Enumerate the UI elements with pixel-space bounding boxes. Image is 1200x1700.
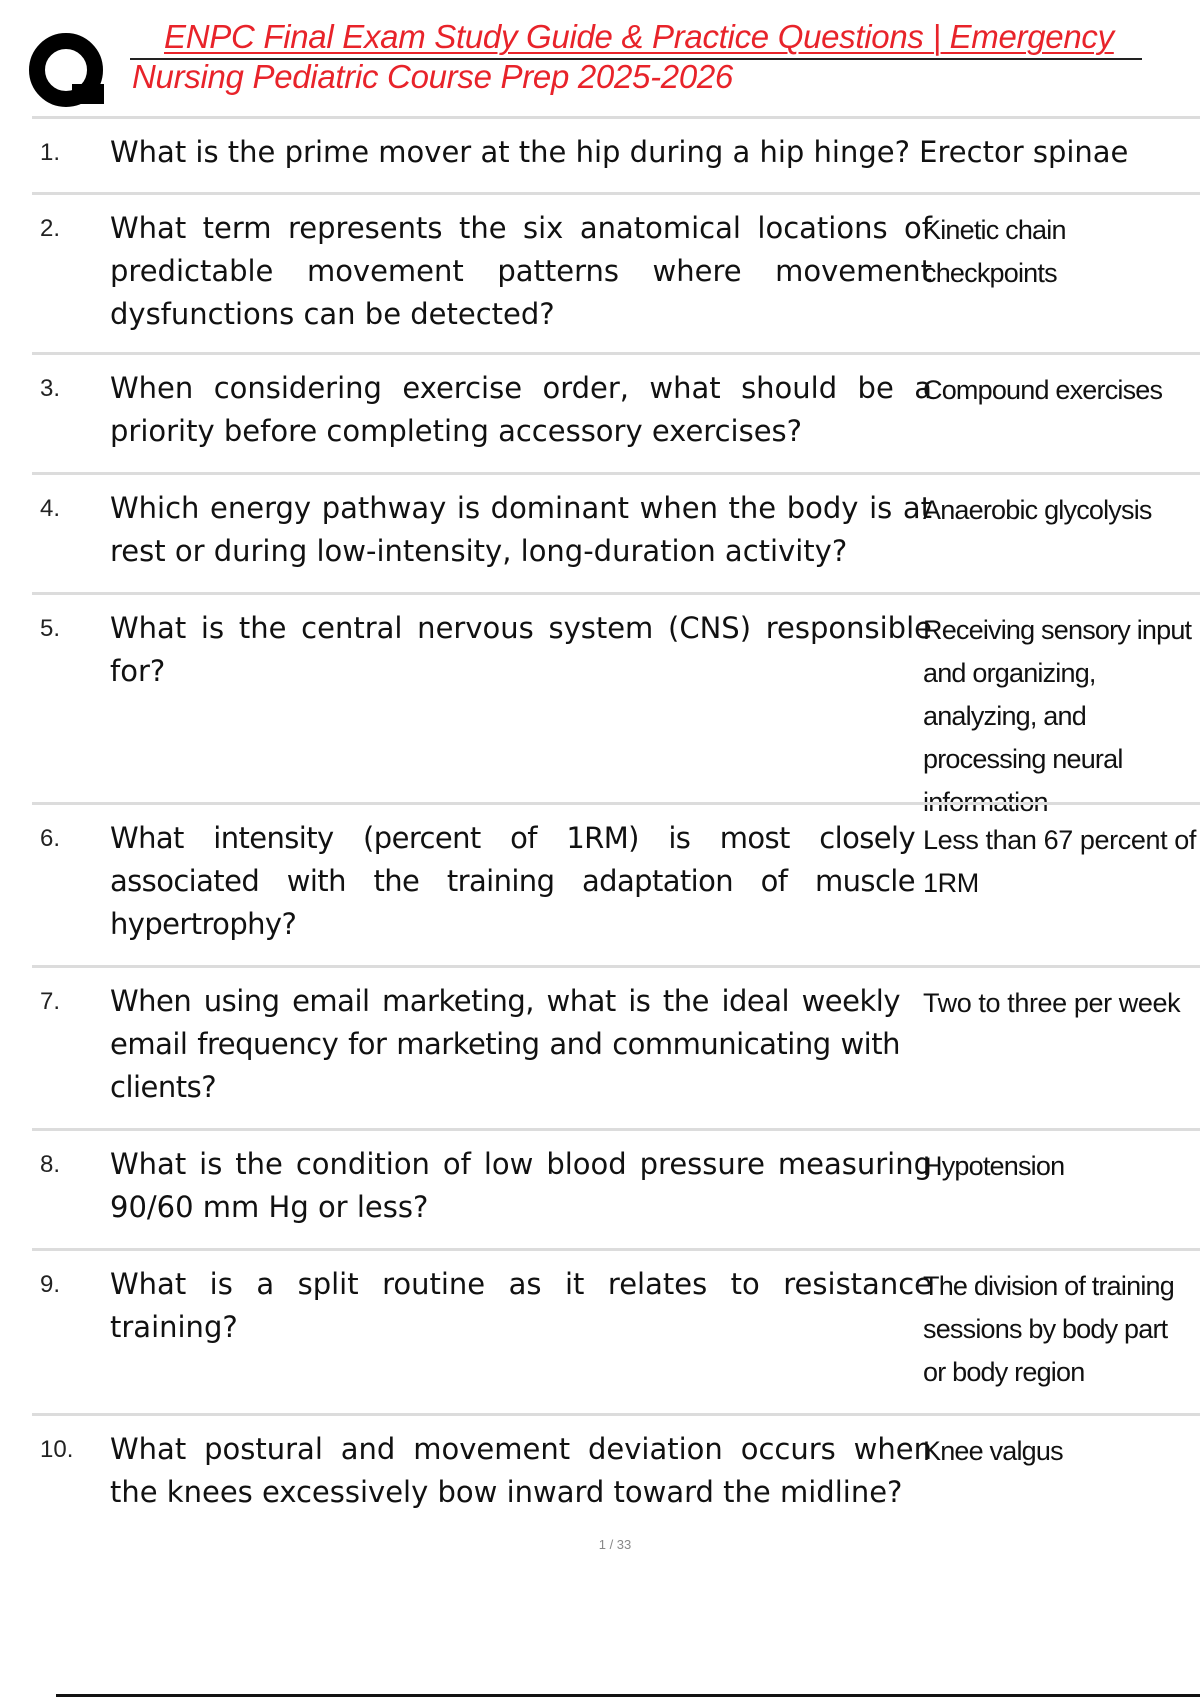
answer-text: Kinetic chain checkpoints	[923, 215, 1066, 288]
question-row	[32, 1128, 1200, 1248]
question-row	[32, 1248, 1200, 1413]
question-row	[32, 965, 1200, 1128]
question-text: What postural and movement deviation occurs when the knees excessively bow inward toward the midline?	[110, 1432, 932, 1509]
question-number: 4.	[40, 495, 61, 522]
question-text: What term represents the six anatomical locations of predictable movement patterns where movement dysfunctions can be detected?	[110, 211, 932, 331]
question-number: 9.	[40, 1271, 61, 1298]
question-text: When using email marketing, what is the ideal weekly email frequency for marketing and communicating with clients?	[110, 984, 900, 1104]
question-row	[32, 352, 1200, 472]
footer-divider	[56, 1694, 1200, 1697]
answer-text: Knee valgus	[923, 1436, 1063, 1466]
question-list	[32, 116, 1200, 1533]
question-text: What is a split routine as it relates to resistance training?	[110, 1267, 932, 1344]
question-text: When considering exercise order, what should be a priority before completing accessory exercises?	[110, 371, 932, 448]
answer-text: Hypotension	[923, 1151, 1065, 1181]
question-row	[32, 116, 1200, 192]
q-logo-icon	[28, 30, 112, 114]
question-row	[32, 802, 1200, 965]
question-row	[32, 192, 1200, 352]
question-number: 5.	[40, 615, 61, 642]
question-text: What is the central nervous system (CNS) responsible for?	[110, 611, 932, 688]
question-text: What intensity (percent of 1RM) is most closely associated with the training adaptation of muscle hypertrophy?	[110, 821, 915, 941]
question-number: 3.	[40, 375, 61, 402]
answer-text: Receiving sensory input and organizing, analyzing, and processing neural information	[923, 615, 1192, 817]
answer-text: Anaerobic glycolysis	[923, 495, 1152, 525]
question-number: 6.	[40, 825, 61, 852]
document-title-line-2: Nursing Pediatric Course Prep 2025-2026	[132, 58, 733, 95]
document-header	[0, 0, 1200, 118]
answer-text: Less than 67 percent of 1RM	[923, 825, 1196, 898]
question-text: What is the condition of low blood pressure measuring 90/60 mm Hg or less?	[110, 1147, 932, 1224]
question-text: Which energy pathway is dominant when the body is at rest or during low-intensity, long-duration activity?	[110, 491, 932, 568]
question-number: 1.	[40, 139, 61, 166]
question-row	[32, 592, 1200, 817]
answer-text: The division of training sessions by body part or body region	[923, 1271, 1174, 1387]
question-row	[32, 1413, 1200, 1533]
question-number: 10.	[40, 1436, 74, 1463]
page-number: 1 / 33	[598, 1537, 632, 1552]
question-number: 8.	[40, 1151, 61, 1178]
answer-text: Compound exercises	[923, 375, 1163, 405]
answer-text: Two to three per week	[923, 988, 1181, 1018]
document-title-line-1: ENPC Final Exam Study Guide & Practice Questions | Emergency	[164, 18, 1114, 55]
question-text: What is the prime mover at the hip during a hip hinge? Erector spinae	[110, 135, 1129, 169]
question-number: 7.	[40, 988, 61, 1015]
question-row	[32, 472, 1200, 592]
question-number: 2.	[40, 215, 61, 242]
